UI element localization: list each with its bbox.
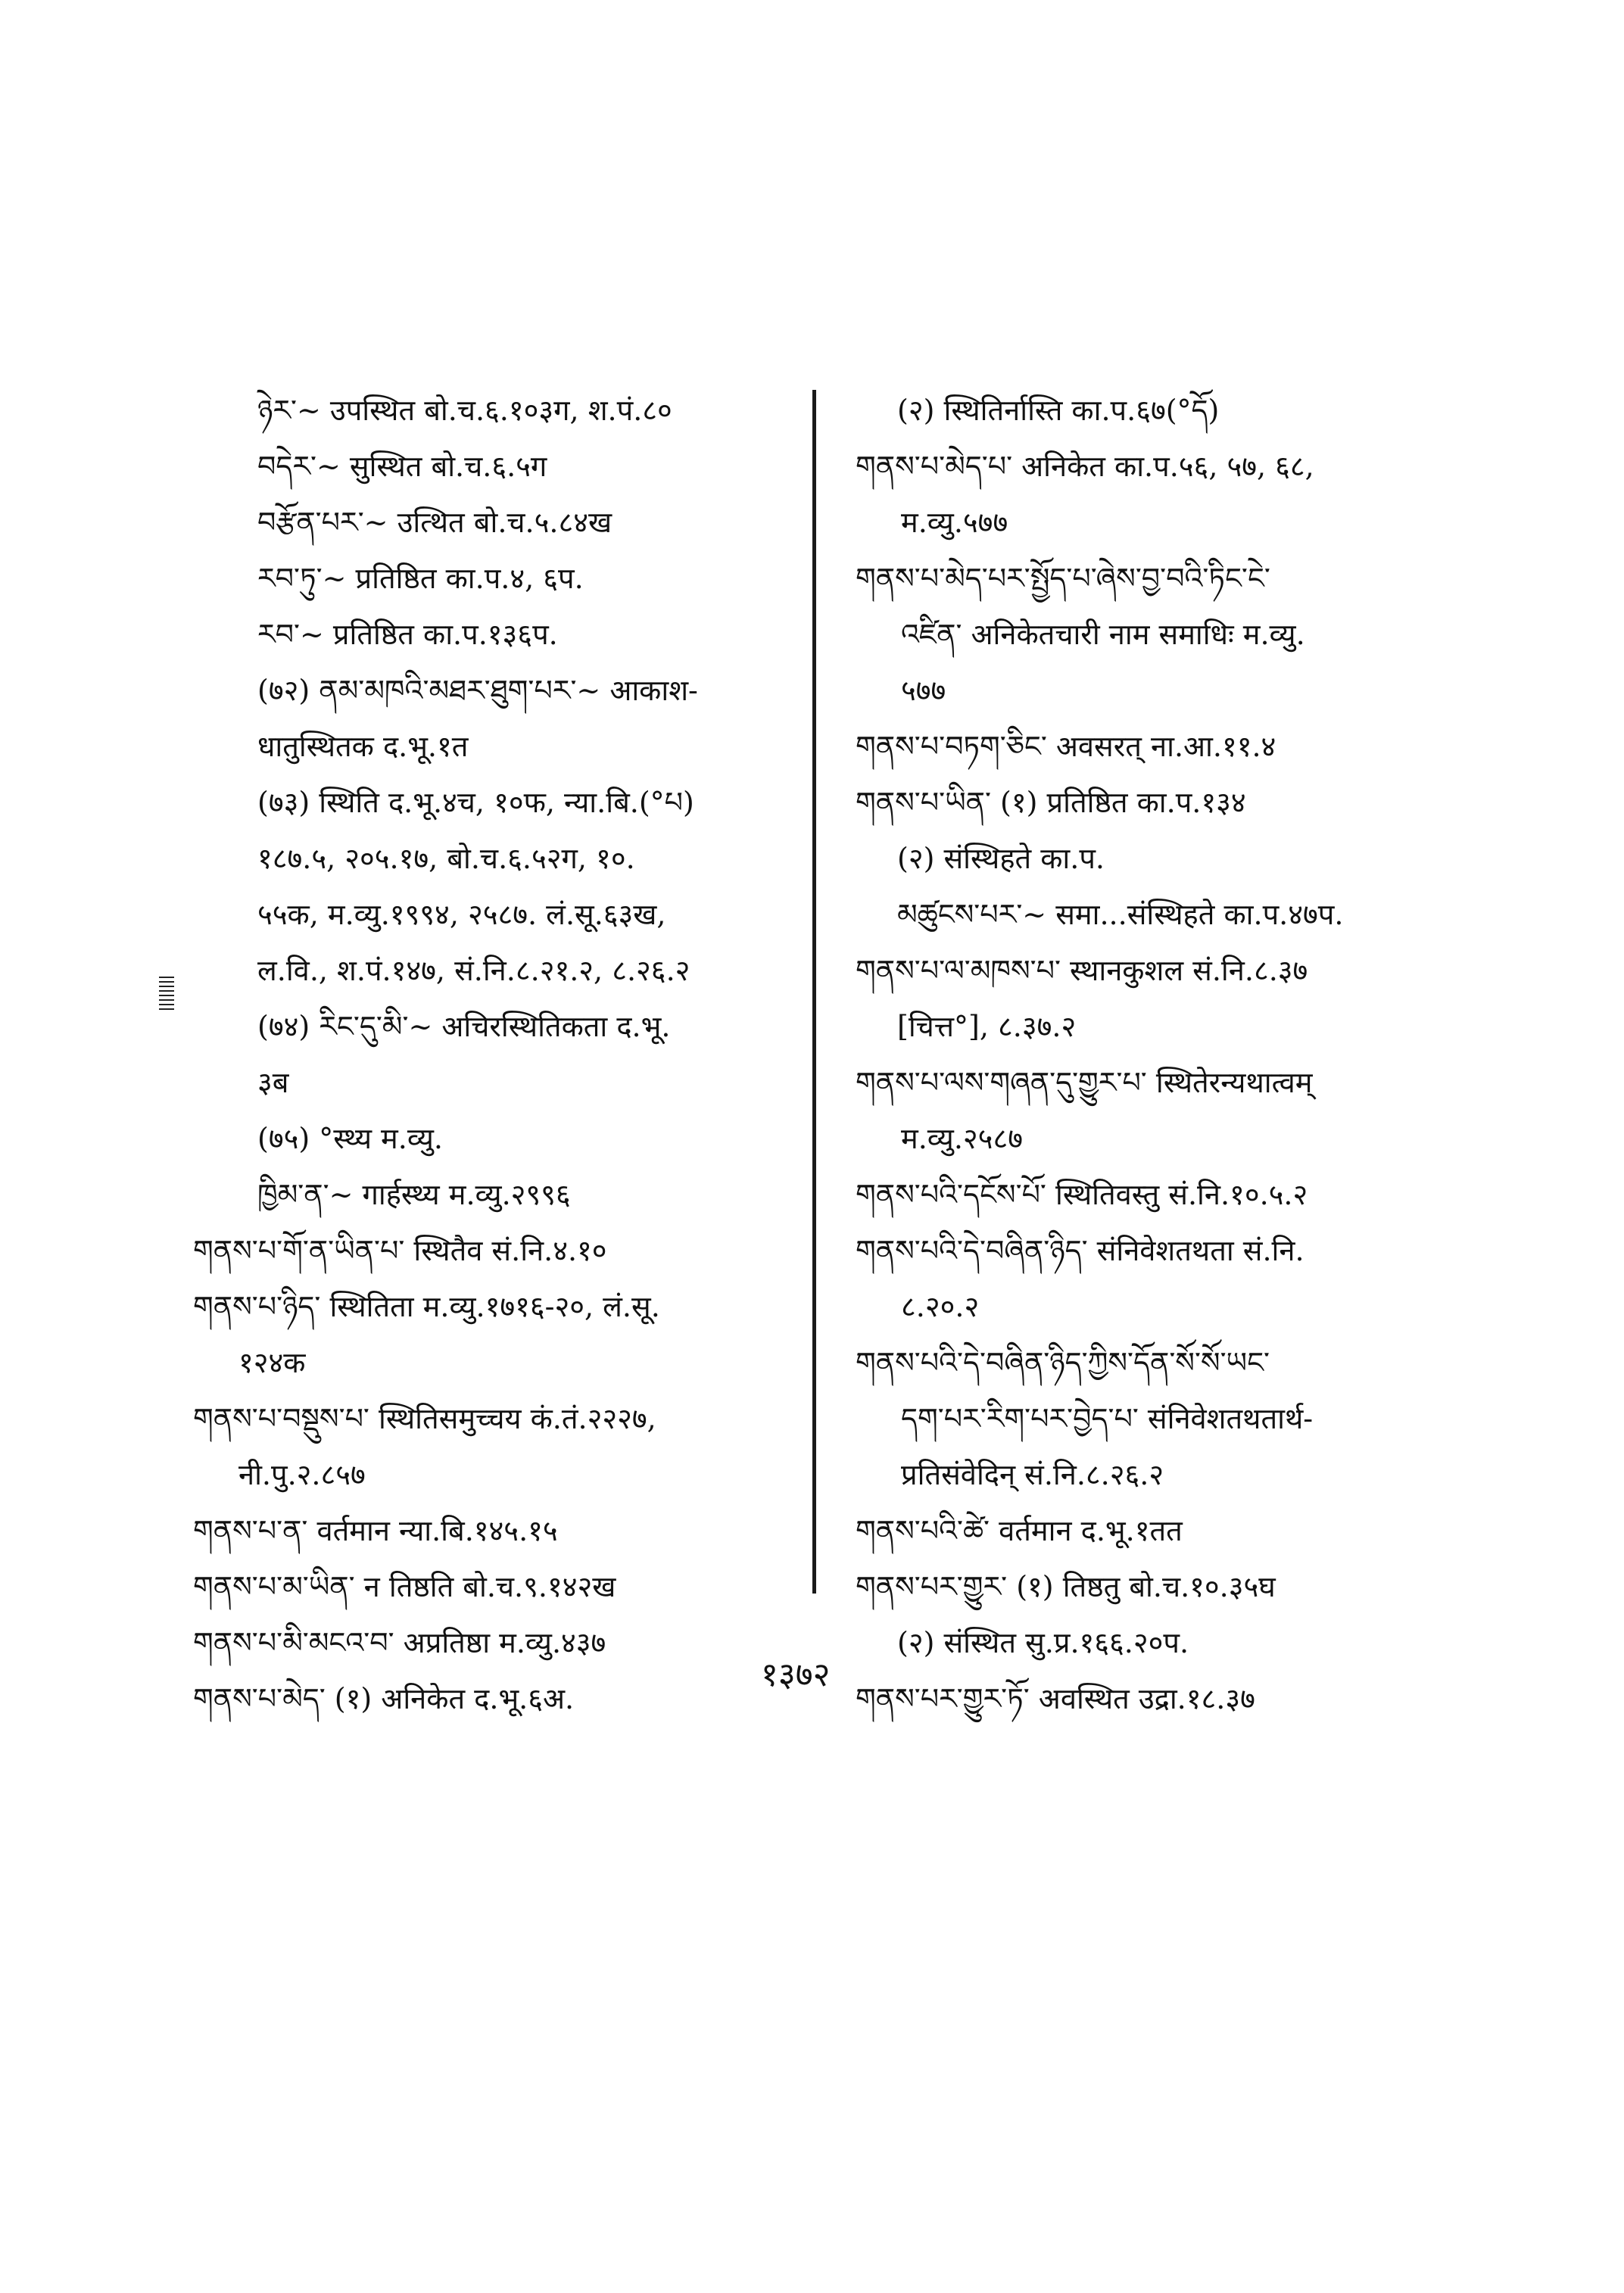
entry-line: གནས་པའི་དེ་བཞིན་ཉིད་ संनिवेशतथता सं.नि. bbox=[856, 1234, 1304, 1267]
entry-line: མཚུངས་པར་~ समा...संस्थिहते का.प.४७प. bbox=[897, 898, 1344, 931]
entry-line: ५७७ bbox=[901, 674, 946, 707]
entry-line: གནས་པ་མི་མངའ་བ་ अप्रतिष्ठा म.व्यु.४३७ bbox=[193, 1626, 606, 1659]
entry-line: གནས་པ་གོ་ན་ཡིན་པ་ स्थितैव सं.नि.४.१० bbox=[193, 1234, 607, 1267]
entry-line: གནས་པ་བཏག་ཅིང་ अवसरत् ना.आ.११.४ bbox=[856, 730, 1276, 763]
entry-line: འཛིན་ अनिकेतचारी नाम समाधिः म.व्यु. bbox=[901, 618, 1305, 651]
entry-line: ཉེར་~ उपस्थित बो.च.६.१०३ग, श.पं.८० bbox=[257, 394, 672, 427]
entry-line: གནས་པར་གྱུར་ (१) तिष्ठतु बो.च.१०.३५घ bbox=[856, 1570, 1276, 1603]
entry-line: नी.पु.२.८५७ bbox=[238, 1458, 366, 1491]
entry-line: धातुस्थितक द.भू.१त bbox=[257, 730, 469, 763]
entry-line: १२४क bbox=[238, 1346, 306, 1379]
entry-line: [चित्त°], ८.३७.२ bbox=[897, 1010, 1077, 1043]
entry-line: म.व्यु.५७७ bbox=[901, 506, 1008, 539]
column-divider bbox=[812, 390, 816, 1594]
entry-line: ३ब bbox=[257, 1066, 289, 1099]
entry-line: གནས་པའི་དེ་བཞིན་ཉིད་ཀྱིས་དོན་སོ་སོ་ཡང་ bbox=[856, 1346, 1270, 1379]
entry-line: (२) स्थितिर्नास्ति का.प.६७(°དོ) bbox=[897, 394, 1220, 427]
entry-line: म.व्यु.२५८७ bbox=[901, 1122, 1023, 1155]
entry-line: གནས་པར་གྱུར་ཏོ་ अवस्थित उद्रा.१८.३७ bbox=[856, 1682, 1255, 1715]
entry-line: (७२) ནམ་མཁའི་མཐར་ཐུག་པར་~ आकाश- bbox=[257, 674, 698, 707]
entry-line: (२) संस्थित सु.प्र.१६६.२०प. bbox=[897, 1626, 1189, 1659]
entry-line: ८.२०.२ bbox=[901, 1290, 980, 1323]
entry-line: གནས་པ་ན་ वर्तमान न्या.बि.१४५.१५ bbox=[193, 1514, 558, 1547]
entry-line: གནས་པ་མེད་པར་སྤྱོད་པ་ཞེས་བྱ་བའི་ཏིང་ངེ་ bbox=[856, 562, 1270, 595]
entry-line: བརྩོན་པར་~ उत्थित बो.च.५.८४ख bbox=[257, 506, 613, 539]
margin-mark bbox=[159, 977, 174, 1013]
entry-line: ཁྱིམ་ན་~ गार्हस्थ्य म.व्यु.२९९६ bbox=[257, 1178, 571, 1211]
entry-line: གནས་པ་མེད་ (१) अनिकेत द.भू.६अ. bbox=[193, 1682, 575, 1715]
entry-line: प्रतिसंवेदिन् सं.नि.८.२६.२ bbox=[901, 1458, 1164, 1491]
entry-line: གནས་པ་མ་ཡིན་ न तिष्ठति बो.च.९.१४२ख bbox=[193, 1570, 616, 1603]
entry-line: གནས་པ་ཡིན་ (१) प्रतिष्ठित का.प.१३४ bbox=[856, 786, 1246, 819]
entry-line: གནས་པའི་དངོས་པོ་ स्थितिवस्तु सं.नि.१०.५.२ bbox=[856, 1178, 1308, 1211]
entry-line: གནས་པ་མེད་པ་ अनिकेत का.प.५६, ५७, ६८, bbox=[856, 450, 1314, 483]
entry-line: (७५) °स्थ्य म.व्यु. bbox=[257, 1122, 443, 1155]
entry-line: (७४) རིང་དུ་མི་~ अचिरस्थितिकता द.भू. bbox=[257, 1010, 671, 1043]
entry-line: དག་པར་རིག་པར་བྱེད་པ་ संनिवेशतथतार्थ- bbox=[901, 1402, 1314, 1435]
right-column bbox=[856, 382, 1469, 1727]
entry-line: (२) संस्थिहते का.प. bbox=[897, 842, 1105, 875]
entry-line: བདེར་~ सुस्थित बो.च.६.५ग bbox=[257, 450, 547, 483]
entry-line: གནས་པའི་ཚེ་ वर्तमान द.भू.१तत bbox=[856, 1514, 1183, 1547]
page-number: १३७२ bbox=[761, 1656, 831, 1694]
entry-line: གནས་པ་ལ་མཁས་པ་ स्थानकुशल सं.नि.८.३७ bbox=[856, 954, 1308, 987]
entry-line: རབ་ཏུ་~ प्रतिष्ठित का.प.४, ६प. bbox=[257, 562, 584, 595]
entry-line: (७३) स्थिति द.भू.४च, १०फ, न्या.बि.(°པ) bbox=[257, 786, 694, 819]
entry-line: १८७.५, २०५.१७, बो.च.६.५२ग, १०. bbox=[257, 842, 635, 875]
entry-line: ५५क, म.व्यु.१९९४, २५८७. लं.सू.६३ख, bbox=[257, 898, 666, 931]
entry-line: ल.वि., श.पं.१४७, सं.नि.८.२१.२, ८.२६.२ bbox=[257, 954, 690, 987]
entry-line: རབ་~ प्रतिष्ठित का.प.१३६प. bbox=[257, 618, 558, 651]
entry-line: གནས་པ་བསྡུས་པ་ स्थितिसमुच्चय कं.तं.२२२७, bbox=[193, 1402, 656, 1435]
entry-line: གནས་པ་ལས་གཞན་དུ་གྱུར་པ་ स्थितेरन्यथात्वम् bbox=[856, 1066, 1313, 1099]
entry-line: གནས་པ་ཉིད་ स्थितिता म.व्यु.१७१६-२०, लं.सू. bbox=[193, 1290, 660, 1323]
left-column bbox=[193, 382, 837, 1727]
